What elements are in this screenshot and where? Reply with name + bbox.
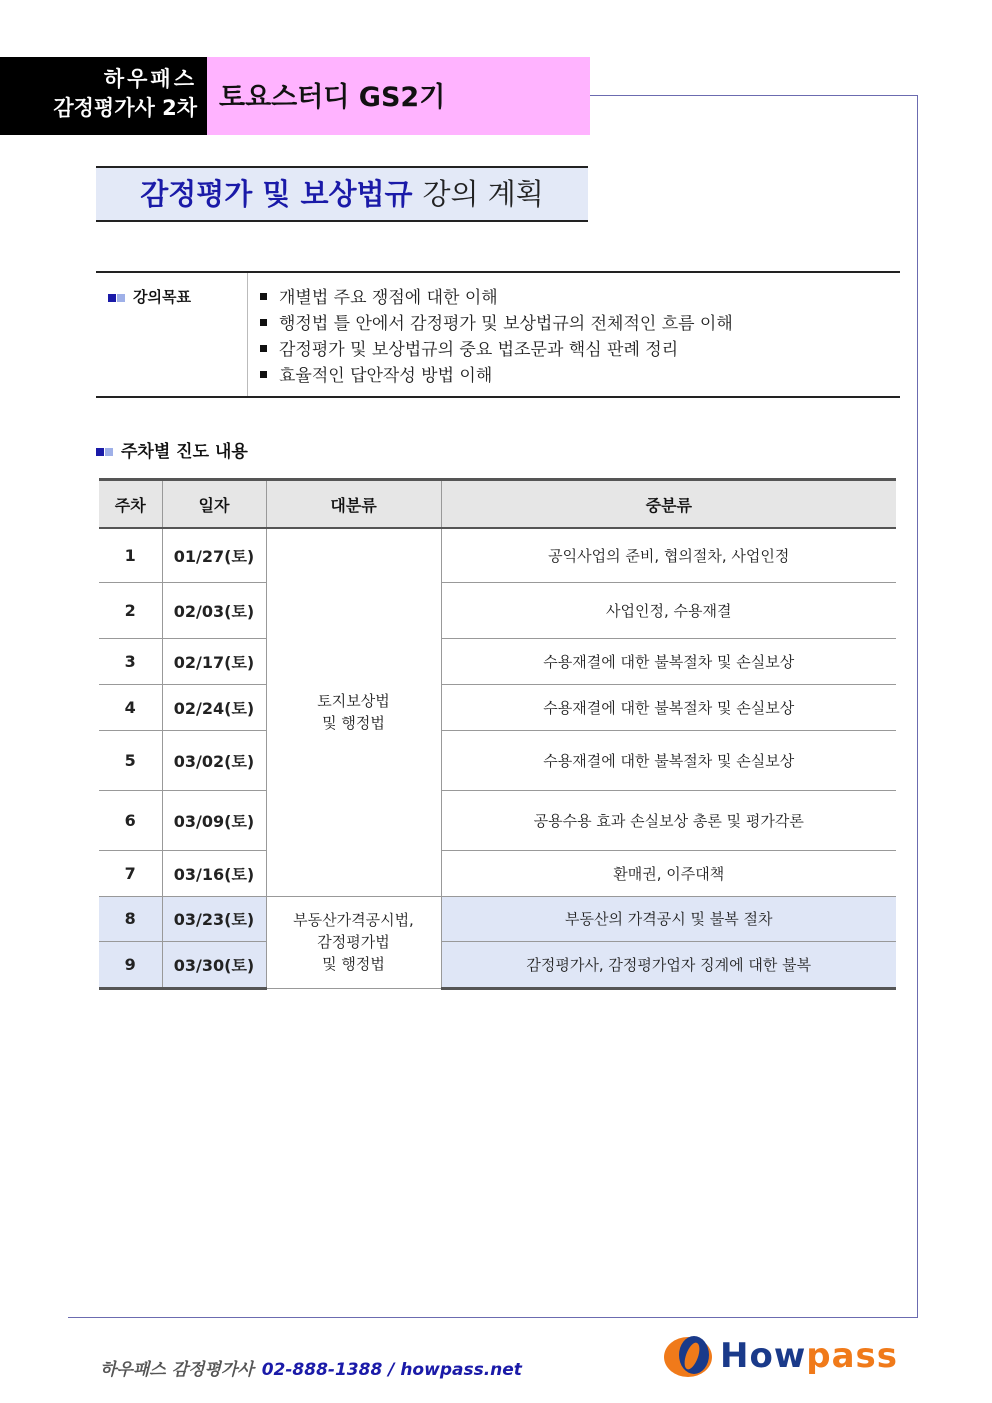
objective-text: 개별법 주요 쟁점에 대한 이해 <box>279 288 498 308</box>
objectives-label <box>96 273 248 396</box>
column-header-week: 주차 <box>99 480 162 529</box>
bullet-icon <box>260 345 267 352</box>
column-header-date: 일자 <box>162 480 266 529</box>
date-cell: 03/30(토) <box>162 941 266 988</box>
footer-contact: 02-888-1388 / howpass.net <box>261 1360 522 1380</box>
category-line: 감정평가법 <box>317 933 390 951</box>
schedule-heading-text: 주차별 진도 내용 <box>121 442 248 462</box>
objectives-list <box>260 285 733 389</box>
topic-cell: 수용재결에 대한 불복절차 및 손실보상 <box>441 730 896 790</box>
topic-cell: 사업인정, 수용재결 <box>441 582 896 638</box>
topic-cell: 수용재결에 대한 불복절차 및 손실보상 <box>441 638 896 684</box>
topic-cell: 감정평가사, 감정평가업자 징계에 대한 불복 <box>441 941 896 988</box>
category-cell <box>266 528 441 896</box>
date-cell: 03/23(토) <box>162 896 266 941</box>
date-cell: 03/02(토) <box>162 730 266 790</box>
week-cell: 5 <box>99 730 162 790</box>
objectives-label-text: 강의목표 <box>133 288 191 306</box>
objective-item <box>260 311 733 337</box>
brand-block <box>0 57 207 135</box>
frame-line-right <box>917 95 918 1318</box>
logo-word-pass: pass <box>806 1336 898 1376</box>
week-cell: 7 <box>99 850 162 896</box>
table-row <box>99 582 896 638</box>
square-bullet-icon <box>105 448 113 456</box>
bullet-icon <box>260 371 267 378</box>
category-line: 부동산가격공시법, <box>293 911 414 929</box>
bullet-icon <box>260 293 267 300</box>
table-row <box>99 941 896 988</box>
square-bullet-icon <box>117 294 125 302</box>
topic-cell: 부동산의 가격공시 및 불복 절차 <box>441 896 896 941</box>
week-cell: 1 <box>99 528 162 582</box>
table-row <box>99 730 896 790</box>
topic-cell: 공익사업의 준비, 협의절차, 사업인정 <box>441 528 896 582</box>
topic-cell: 공용수용 효과 손실보상 총론 및 평가각론 <box>441 790 896 850</box>
logo-word-how: How <box>720 1336 807 1376</box>
week-cell: 3 <box>99 638 162 684</box>
table-row <box>99 528 896 582</box>
footer-org: 하우패스 감정평가사 <box>100 1360 254 1380</box>
column-header-topic: 중분류 <box>441 480 896 529</box>
footer-text <box>100 1355 522 1380</box>
square-bullet-icon <box>96 448 104 456</box>
week-cell: 8 <box>99 896 162 941</box>
objectives-box <box>96 271 900 398</box>
category-line: 토지보상법 <box>317 692 390 711</box>
bullet-icon <box>260 319 267 326</box>
topic-cell: 환매권, 이주대책 <box>441 850 896 896</box>
week-cell: 6 <box>99 790 162 850</box>
table-row <box>99 850 896 896</box>
table-row <box>99 684 896 730</box>
topic-cell: 수용재결에 대한 불복절차 및 손실보상 <box>441 684 896 730</box>
page-title-suffix: 강의 계획 <box>422 177 544 211</box>
date-cell: 01/27(토) <box>162 528 266 582</box>
schedule-table <box>99 478 896 990</box>
objective-item <box>260 285 733 311</box>
table-row <box>99 638 896 684</box>
date-cell: 02/17(토) <box>162 638 266 684</box>
schedule-heading <box>96 437 248 462</box>
category-cell <box>266 896 441 988</box>
week-cell: 9 <box>99 941 162 988</box>
week-cell: 4 <box>99 684 162 730</box>
objective-text: 감정평가 및 보상법규의 중요 법조문과 핵심 판례 정리 <box>279 340 679 360</box>
week-cell: 2 <box>99 582 162 638</box>
objective-item <box>260 337 733 363</box>
page-title <box>96 166 588 222</box>
category-line: 및 행정법 <box>322 714 385 733</box>
course-title: 토요스터디 GS2기 <box>207 57 590 135</box>
page-title-subject: 감정평가 및 보상법규 <box>140 177 413 211</box>
date-cell: 02/03(토) <box>162 582 266 638</box>
square-bullet-icon <box>108 294 116 302</box>
logo-wordmark <box>720 1336 898 1376</box>
table-row <box>99 790 896 850</box>
frame-line-bottom <box>68 1317 918 1318</box>
table-row <box>99 896 896 941</box>
date-cell: 02/24(토) <box>162 684 266 730</box>
brand-name: 하우패스 <box>103 67 197 91</box>
logo-mark-icon <box>662 1334 718 1380</box>
objective-text: 효율적인 답안작성 방법 이해 <box>279 366 493 386</box>
column-header-category: 대분류 <box>266 480 441 529</box>
brand-subtitle: 감정평가사 2차 <box>53 96 197 120</box>
category-line: 및 행정법 <box>322 955 385 973</box>
table-header-row <box>99 480 896 529</box>
objective-text: 행정법 틀 안에서 감정평가 및 보상법규의 전체적인 흐름 이해 <box>279 314 733 334</box>
date-cell: 03/16(토) <box>162 850 266 896</box>
howpass-logo <box>662 1334 902 1380</box>
frame-line-top <box>590 95 918 96</box>
objective-item <box>260 363 733 389</box>
date-cell: 03/09(토) <box>162 790 266 850</box>
